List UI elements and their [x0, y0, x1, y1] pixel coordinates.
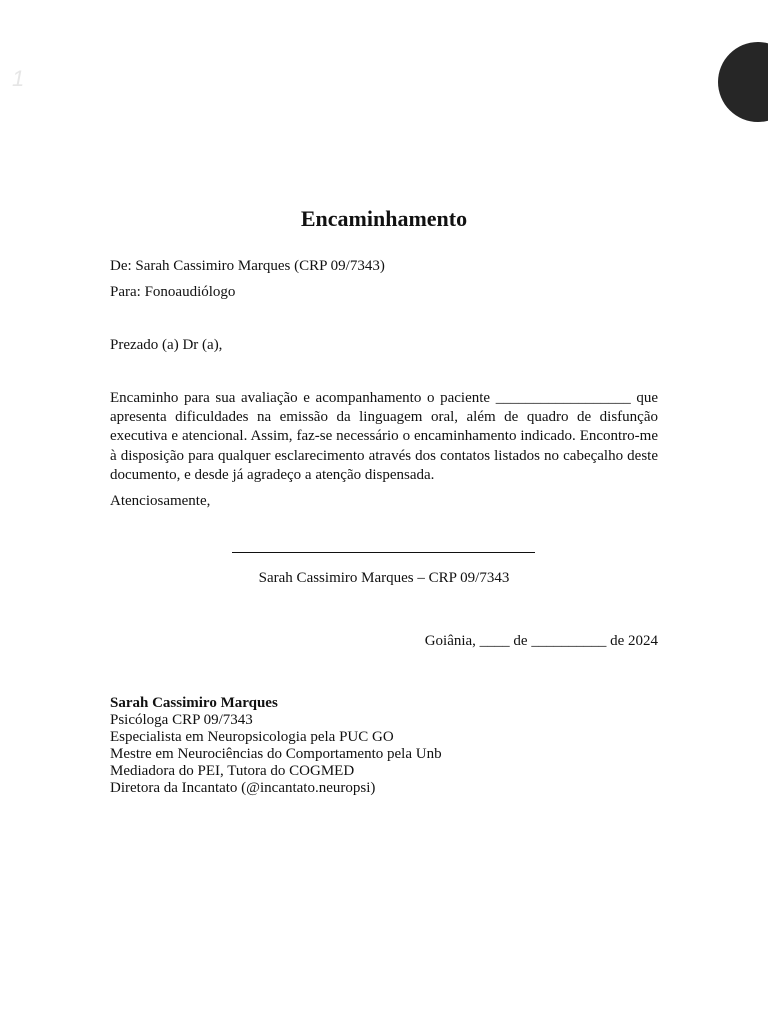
credentials-name: Sarah Cassimiro Marques — [110, 695, 278, 711]
credentials-line: Mediadora do PEI, Tutora do COGMED — [110, 763, 355, 779]
closing: Atenciosamente, — [110, 493, 211, 509]
body-paragraph: Encaminho para sua avaliação e acompanhamento o paciente __________________ que apresenta dificuldades na emissão da linguagem oral, além de quadro de disfunção executiva e atencional. Assim, faz-se necessário o encaminhamento indicado. Encontro-me à disposição para qualquer esclarecimento através dos contatos listados no cabeçalho deste documento, e desde já agradeço a atenção dispensada. — [110, 390, 658, 483]
to-line: Para: Fonoaudiólogo — [110, 284, 236, 300]
salutation: Prezado (a) Dr (a), — [110, 337, 223, 353]
credentials-line: Mestre em Neurociências do Comportamento pela Unb — [110, 746, 442, 762]
credentials-line: Psicóloga CRP 09/7343 — [110, 712, 253, 728]
corner-decoration — [718, 42, 768, 122]
credentials-line: Diretora da Incantato (@incantato.neuropsi) — [110, 780, 376, 796]
page-number: 1 — [12, 66, 25, 91]
from-line: De: Sarah Cassimiro Marques (CRP 09/7343) — [110, 258, 385, 274]
document-title: Encaminhamento — [300, 206, 468, 231]
place-date: Goiânia, ____ de __________ de 2024 — [424, 633, 658, 649]
credentials-line: Especialista em Neuropsicologia pela PUC GO — [110, 729, 394, 745]
credentials-block — [110, 695, 442, 797]
signature-name: Sarah Cassimiro Marques – CRP 09/7343 — [258, 570, 510, 586]
signature-line — [232, 552, 535, 553]
